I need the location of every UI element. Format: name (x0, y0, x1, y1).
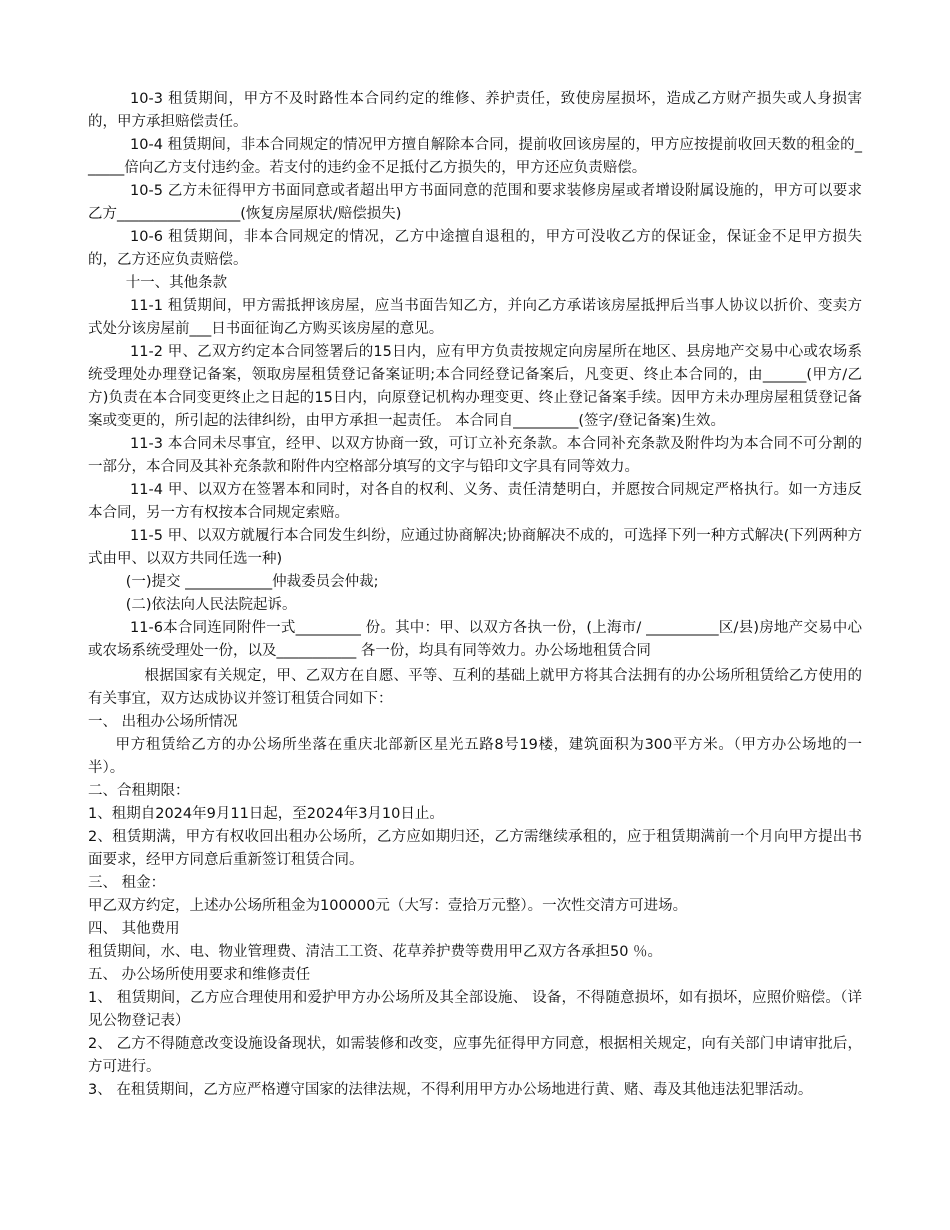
clause-10-5: 10-5 乙方未征得甲方书面同意或者超出甲方书面同意的范围和要求装修房屋或者增设附属设施的，甲方可以要求乙方_________________(恢复房屋原状/赔偿损失) (88, 183, 862, 222)
term-item-1: 1、租期自2024年9月11日起，至2024年3月10日止。 (88, 806, 444, 822)
clause-10-6: 10-6 租赁期间，非本合同规定的情况，乙方中途擅自退租的，甲方可没收乙方的保证金，保证金不足甲方损失的，乙方还应负责赔偿。 (88, 229, 862, 268)
clause-10-3: 10-3 租赁期间，甲方不及时路性本合同约定的维修、养护责任，致使房屋损坏，造成乙方财产损失或人身损害的，甲方承担赔偿责任。 (88, 91, 862, 130)
section-heading-2: 二、合租期限： (88, 783, 190, 799)
clause-11-3: 11-3 本合同未尽事宜，经甲、以双方协商一致，可订立补充条款。本合同补充条款及附件均为本合同不可分割的一部分，本合同及其补充条款和附件内空格部分填写的文字与铅印文字具有同等效力。 (88, 436, 862, 475)
clause-11-1: 11-1 租赁期间，甲方需抵押该房屋，应当书面告知乙方，并向乙方承诺该房屋抵押后当事人协议以折价、变卖方式处分该房屋前___日书面征询乙方购买该房屋的意见。 (88, 298, 862, 337)
clause-11-6: 11-6本合同连同附件一式_________ 份。其中：甲、以双方各执一份，(上海市/ __________区/县)房地产交易中心或农场系统受理处一份，以及___________ 各一份，均具有同等效力。办公场地租赁合同 (88, 620, 862, 659)
clause-11-5: 11-5 甲、以双方就履行本合同发生纠纷，应通过协商解决;协商解决不成的，可选择下列一种方式解决(下列两种方式由甲、以双方共同任选一种) (88, 528, 862, 567)
clause-11-4: 11-4 甲、以双方在签署本和同时，对各自的权利、义务、责任清楚明白，并愿按合同规定严格执行。如一方违反本合同，另一方有权按本合同规定索赔。 (88, 482, 862, 521)
contract-preamble: 根据国家有关规定，甲、乙双方在自愿、平等、互利的基础上就甲方将其合法拥有的办公场所租赁给乙方使用的有关事宜，双方达成协议并签订租赁合同如下： (88, 668, 862, 707)
section-heading-1: 一、 出租办公场所情况 (88, 714, 238, 730)
term-item-2: 2、租赁期满，甲方有权收回出租办公场所，乙方应如期归还，乙方需继续承租的，应于租赁期满前一个月向甲方提出书面要求，经甲方同意后重新签订租赁合同。 (88, 829, 862, 868)
section-heading-11: 十一、其他条款 (125, 275, 228, 291)
section-heading-5: 五、 办公场所使用要求和维修责任 (88, 967, 311, 983)
clause-10-4: 10-4 租赁期间，非本合同规定的情况甲方擅自解除本合同，提前收回该房屋的，甲方应按提前收回天数的租金的______倍向乙方支付违约金。若支付的违约金不足抵付乙方损失的，甲方还应负责赔偿。 (88, 137, 862, 176)
fees-description: 租赁期间，水、电、物业管理费、清洁工工资、花草养护费等费用甲乙双方各承担50 ％。 (88, 944, 663, 960)
clause-11-2: 11-2 甲、乙双方约定本合同签署后的15日内，应有甲方负责按规定向房屋所在地区、县房地产交易中心或农场系统受理处办理登记备案，领取房屋租赁登记备案证明;本合同经登记备案后，凡变更、终止本合同的，由______(甲方/乙方)负责在本合同变更终止之日起的15日内，向原登记机构办理变更、终止登记备案手续。因甲方未办理房屋租赁登记备案或变更的，所引起的法律纠纷，由甲方承担一起责任。 本合同自_________(签字/登记备案)生效。 (88, 344, 862, 429)
section-heading-3: 三、 租金： (88, 875, 166, 891)
rent-description: 甲乙双方约定，上述办公场所租金为100000元（大写：壹拾万元整）。一次性交清方可进场。 (88, 898, 688, 914)
premises-description: 甲方租赁给乙方的办公场所坐落在重庆北部新区星光五路8号19楼，建筑面积为300平方米。（甲方办公场地的一半）。 (88, 737, 862, 776)
usage-item-3: 3、 在租赁期间，乙方应严格遵守国家的法律法规，不得利用甲方办公场地进行黄、赌、毒及其他违法犯罪活动。 (88, 1082, 813, 1098)
option-court: (二)依法向人民法院起诉。 (125, 597, 297, 613)
option-arbitration: (一)提交 ____________仲裁委员会仲裁; (125, 574, 379, 590)
usage-item-1: 1、 租赁期间，乙方应合理使用和爱护甲方办公场所及其全部设施、 设备，不得随意损坏，如有损坏，应照价赔偿。（详见公物登记表） (88, 990, 862, 1029)
usage-item-2: 2、 乙方不得随意改变设施设备现状，如需装修和改变，应事先征得甲方同意，根据相关规定，向有关部门申请审批后，方可进行。 (88, 1036, 862, 1075)
section-heading-4: 四、 其他费用 (88, 921, 180, 937)
